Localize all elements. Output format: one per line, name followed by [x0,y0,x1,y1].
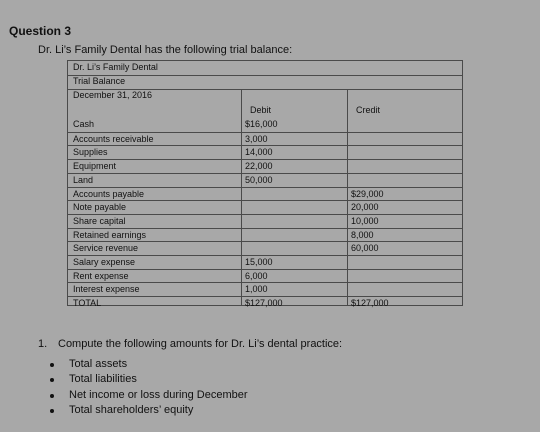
account-cell: Salary expense [73,257,136,267]
credit-header: Credit [356,105,381,115]
table-row [68,145,462,159]
debit-cell: $127,000 [245,298,283,309]
account-cell: Note payable [73,202,127,213]
account-cell: Retained earnings [73,229,147,240]
credit-cell: 20,000 [351,202,379,213]
bullet-icon [50,409,54,413]
bullet-icon [50,378,54,382]
table-row [68,200,462,214]
item-text: Total liabilities [69,373,137,386]
account-cell: Share capital [73,215,126,226]
table-row [68,214,462,228]
report-date: December 31, 2016 [73,90,153,100]
table-row [68,296,462,310]
question-title: Question 3 [9,24,72,38]
debit-cell: 15,000 [245,257,273,267]
table-row [68,187,462,201]
account-cell: Accounts receivable [73,133,154,144]
account-cell: Service revenue [73,243,139,254]
credit-cell: 8,000 [351,229,374,240]
credit-cell: 60,000 [351,243,379,254]
account-cell: Interest expense [73,284,140,295]
credit-cell: $127,000 [351,298,389,309]
intro-text: Dr. Li’s Family Dental has the following trial balance: [38,44,293,56]
credit-cell: $29,000 [351,188,384,199]
item-text: Total shareholders’ equity [69,403,194,416]
table-row [68,159,462,173]
table-row [68,132,462,146]
company-name: Dr. Li’s Family Dental [73,62,158,72]
debit-cell: 1,000 [245,284,268,295]
list-item [50,373,248,388]
account-cell: Cash [73,119,95,129]
table-row [68,241,462,255]
account-cell: Equipment [73,161,117,172]
trial-balance-table [67,60,463,309]
debit-cell: 50,000 [245,174,273,185]
account-cell: Land [73,174,94,185]
item-text: Net income or loss during December [69,388,248,401]
table-row [68,173,462,187]
debit-cell: 6,000 [245,270,268,281]
table-row [68,228,462,242]
debit-cell: 14,000 [245,147,273,158]
account-cell: TOTAL [73,298,102,309]
debit-cell: 22,000 [245,161,273,172]
table-row [68,282,462,296]
bullet-icon [50,363,54,367]
list-item [50,358,248,373]
table-row [68,269,462,283]
table-row [68,118,462,132]
question-number: 1. [38,338,48,350]
list-item [50,404,248,419]
account-cell: Supplies [73,147,108,158]
list-item [50,389,248,404]
header-divider [68,75,462,76]
report-name: Trial Balance [73,76,126,86]
account-cell: Accounts payable [73,188,145,199]
bullet-icon [50,394,54,398]
table-row [68,255,462,269]
item-text: Total assets [69,358,128,370]
debit-cell: $16,000 [245,119,278,129]
debit-header: Debit [250,105,272,115]
question-items [50,358,248,419]
debit-cell: 3,000 [245,133,268,144]
question-text: Compute the following amounts for Dr. Li’s dental practice: [58,338,343,350]
account-cell: Rent expense [73,270,129,281]
credit-cell: 10,000 [351,215,379,226]
